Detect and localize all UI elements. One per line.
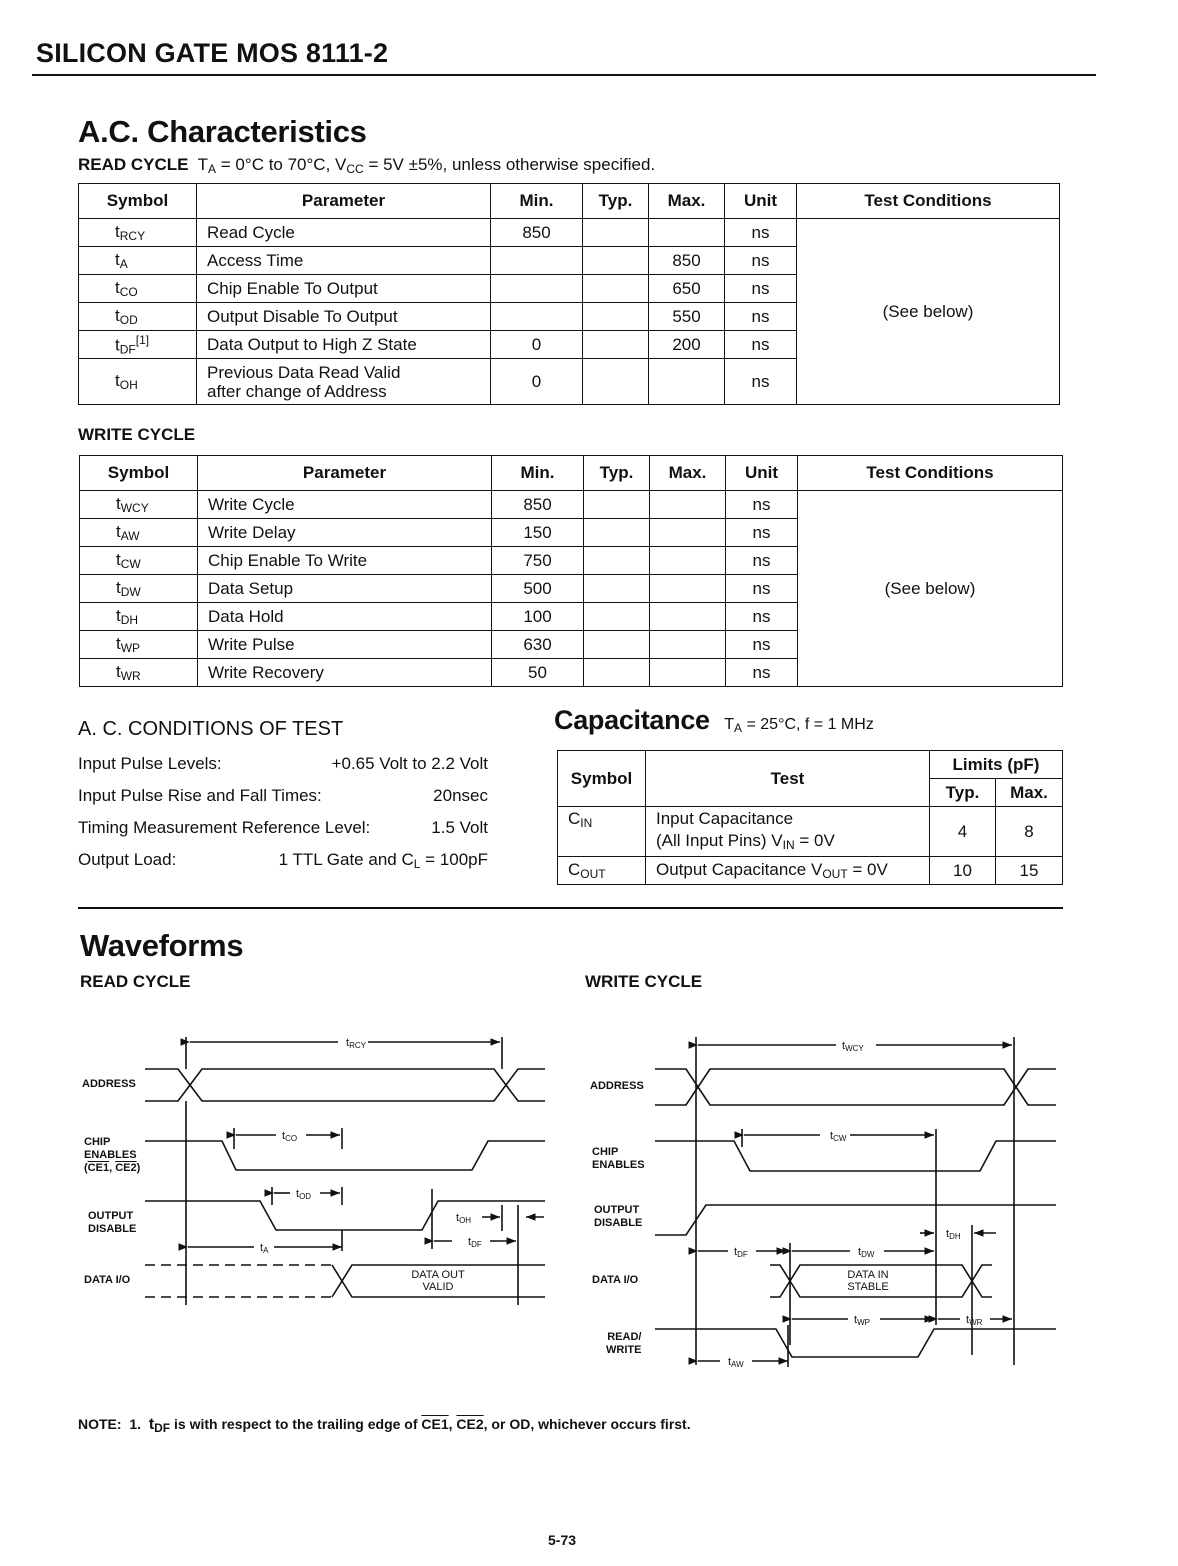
read-data-io-label: DATA I/O xyxy=(84,1274,131,1286)
table-row: $t_{DH}$ Data Hold 100 ns xyxy=(80,603,1063,631)
test-condition-item: Input Pulse Levels: +0.65 Volt to 2.2 Volt xyxy=(78,754,488,773)
svg-text:tRCY: tRCY xyxy=(346,1037,366,1050)
table-row: $t_{DW}$ Data Setup 500 ns xyxy=(80,575,1063,603)
svg-text:tCW: tCW xyxy=(830,1130,847,1143)
svg-text:tDH: tDH xyxy=(946,1228,961,1241)
read-cycle-timing-diagram xyxy=(70,1025,560,1325)
svg-text:tDW: tDW xyxy=(858,1246,875,1259)
table-row: $t_{CW}$ Chip Enable To Write 750 ns xyxy=(80,547,1063,575)
write-cycle-table xyxy=(79,455,1063,687)
table-row: $t_{AW}$ Write Delay 150 ns xyxy=(80,519,1063,547)
write-address-label: ADDRESS xyxy=(590,1080,644,1092)
svg-text:DATA OUT: DATA OUT xyxy=(411,1269,465,1281)
svg-text:VALID: VALID xyxy=(422,1281,454,1293)
section-rule xyxy=(78,907,1063,909)
table-row: $t_{CO}$ Chip Enable To Output 650 ns xyxy=(79,275,1060,303)
table-header-row: Typ. Max. xyxy=(558,779,1063,807)
write-chip-enable-label: CHIP ENABLES xyxy=(592,1146,645,1171)
read-cycle-conditions: READ CYCLE $T_A = 0^\circ C$ to 70°C, $V_{CC} = 5V \pm 5\%$, unless otherwise specified. xyxy=(78,155,656,176)
table-header-row: Symbol Parameter Min. Typ. Max. Unit Test Conditions xyxy=(80,456,1063,491)
table-header-row: Symbol Test Limits (pF) xyxy=(558,751,1063,779)
svg-text:tWR: tWR xyxy=(966,1314,983,1327)
page-header: SILICON GATE MOS 8111-2 xyxy=(36,38,389,68)
table-row: $t_{WP}$ Write Pulse 630 ns xyxy=(80,631,1063,659)
svg-text:tDF: tDF xyxy=(734,1246,748,1259)
table-row: $t_{OH}$ Previous Data Read Valid after change of Address 0 ns xyxy=(79,359,1060,405)
table-row: $t_{WR}$ Write Recovery 50 ns xyxy=(80,659,1063,687)
table-row: $C_{IN}$ Input Capacitance (All Input Pins) $V_{IN} = 0V$ 4 8 xyxy=(558,807,1063,857)
read-timing-labels xyxy=(260,1037,482,1293)
write-cycle-waveform-label: WRITE CYCLE xyxy=(585,972,703,991)
test-condition-item: Input Pulse Rise and Fall Times: 20nsec xyxy=(78,786,488,805)
write-cycle-label: WRITE CYCLE xyxy=(78,425,196,444)
table-row: $t_A$ Access Time 850 ns xyxy=(79,247,1060,275)
svg-text:DATA IN: DATA IN xyxy=(847,1269,889,1281)
footnote: NOTE: 1. $t_{DF}$ is with respect to the trailing edge of CE1, CE2, or OD, whichever occurs first. xyxy=(78,1416,691,1435)
svg-text:tWP: tWP xyxy=(854,1314,870,1327)
capacitance-table xyxy=(557,750,1063,885)
svg-text:STABLE: STABLE xyxy=(847,1281,889,1293)
waveforms-title: Waveforms xyxy=(80,928,244,963)
svg-text:tDF: tDF xyxy=(468,1236,482,1249)
read-chip-enable-label: CHIP ENABLES (CE1, CE2) xyxy=(84,1136,141,1174)
svg-text:tA: tA xyxy=(260,1242,269,1255)
test-condition-item: Output Load: 1 TTL Gate and $C_L = 100pF$ xyxy=(78,850,488,871)
capacitance-heading: Capacitance $T_A = 25^\circ C$, f = 1 MHz xyxy=(554,705,874,735)
capacitance-title: Capacitance xyxy=(554,705,710,735)
read-cycle-table xyxy=(78,183,1060,405)
header-rule xyxy=(32,74,1096,76)
read-output-disable-label: OUTPUT DISABLE xyxy=(88,1210,137,1235)
svg-text:tAW: tAW xyxy=(728,1356,744,1369)
page-number: 5-73 xyxy=(548,1532,577,1548)
write-read-write-label: READ/ WRITE xyxy=(606,1331,642,1356)
read-cycle-label: READ CYCLE xyxy=(78,155,189,174)
table-row: $t_{RCY}$ Read Cycle 850 ns (See below) xyxy=(79,219,1060,247)
svg-text:tOH: tOH xyxy=(456,1212,472,1225)
write-output-disable-label: OUTPUT DISABLE xyxy=(594,1204,643,1229)
read-cycle-waveform-label: READ CYCLE xyxy=(80,972,191,991)
read-address-label: ADDRESS xyxy=(82,1078,136,1090)
svg-text:tOD: tOD xyxy=(296,1188,312,1201)
svg-text:tCO: tCO xyxy=(282,1130,298,1143)
table-row: $t_{DF}[1]$ Data Output to High Z State 0 200 ns xyxy=(79,331,1060,359)
read-test-conditions: (See below) xyxy=(797,219,1060,405)
write-test-conditions: (See below) xyxy=(798,491,1063,687)
ac-title: A.C. Characteristics xyxy=(78,114,367,149)
write-data-io-label: DATA I/O xyxy=(592,1274,639,1286)
table-row: $t_{WCY}$ Write Cycle 850 ns (See below) xyxy=(80,491,1063,519)
table-header-row: Symbol Parameter Min. Typ. Max. Unit Test Conditions xyxy=(79,184,1060,219)
test-conditions-title: A. C. CONDITIONS OF TEST xyxy=(78,718,344,740)
test-condition-item: Timing Measurement Reference Level: 1.5 Volt xyxy=(78,818,488,837)
table-row: $C_{OUT}$ Output Capacitance $V_{OUT} = 0V$ 10 15 xyxy=(558,857,1063,885)
svg-text:tWCY: tWCY xyxy=(842,1040,864,1053)
table-row: $t_{OD}$ Output Disable To Output 550 ns xyxy=(79,303,1060,331)
write-cycle-timing-diagram xyxy=(580,1025,1070,1375)
